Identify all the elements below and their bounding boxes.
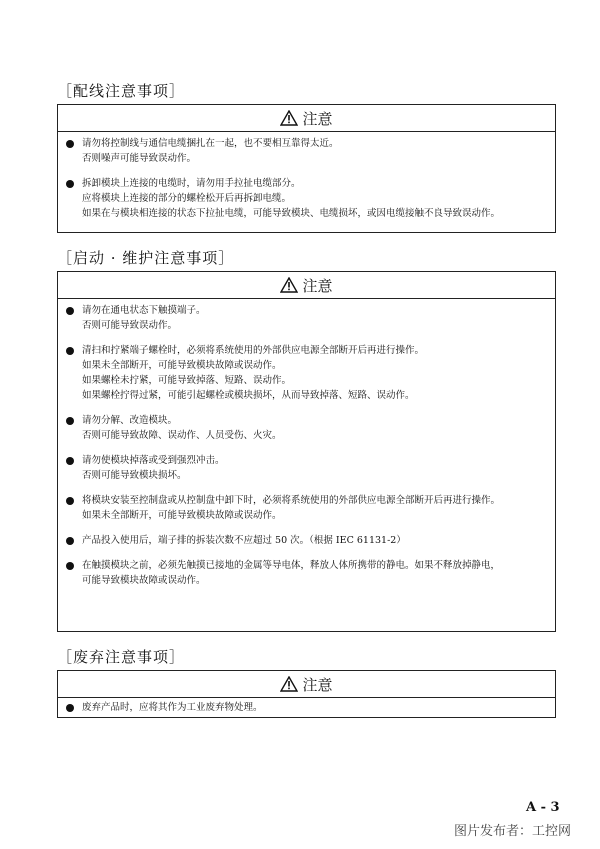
item-text: 请勿使模块掉落或受到强烈冲击。 xyxy=(82,455,225,466)
item-text: 产品投入使用后，端子排的拆装次数不应超过 50 次。（根据 IEC 61131-2） xyxy=(82,535,406,546)
item-text: 废弃产品时，应将其作为工业废弃物处理。 xyxy=(82,702,263,713)
item-text: 在触摸模块之前，必须先触摸已接地的金属等导电体，释放人体所携带的静电。如果不释放掉静电， xyxy=(82,560,501,571)
item-text: 否则可能导致故障、误动作、人员受伤、火灾。 xyxy=(82,430,282,441)
item-text: 如果螺栓拧得过紧，可能引起螺栓或模块损坏，从而导致掉落、短路、误动作。 xyxy=(82,390,415,401)
list-item xyxy=(66,558,549,588)
list-item xyxy=(66,413,549,443)
item-text: 否则噪声可能导致误动作。 xyxy=(82,153,197,164)
bullet-icon xyxy=(66,562,74,570)
caution-box-startup-maintenance xyxy=(57,271,556,632)
caution-box-disposal xyxy=(57,670,556,718)
list-item xyxy=(66,493,549,523)
item-text: 将模块安装至控制盘或从控制盘中卸下时，必须将系统使用的外部供应电源全部断开后再进行操作。 xyxy=(82,495,501,506)
list-item xyxy=(66,303,549,333)
bullet-icon xyxy=(66,417,74,425)
item-text: 清扫和拧紧端子螺栓时，必须将系统使用的外部供应电源全部断开后再进行操作。 xyxy=(82,345,425,356)
caution-header xyxy=(58,105,555,132)
section-title-disposal: ［废弃注意事项］ xyxy=(57,648,186,666)
section-title-startup-maintenance: ［启动 · 维护注意事项］ xyxy=(57,249,235,267)
caution-header xyxy=(58,671,555,698)
caution-header-label: 注意 xyxy=(302,675,333,694)
item-text: 请勿在通电状态下触摸端子。 xyxy=(82,305,206,316)
bullet-icon xyxy=(66,180,74,188)
bullet-icon xyxy=(66,347,74,355)
bullet-icon xyxy=(66,140,74,148)
list-item xyxy=(66,343,549,403)
caution-header xyxy=(58,272,555,299)
warning-triangle-icon xyxy=(280,277,298,293)
bullet-icon xyxy=(66,704,74,712)
list-item xyxy=(66,453,549,483)
item-text: 否则可能导致模块损坏。 xyxy=(82,470,187,481)
warning-triangle-icon xyxy=(280,676,298,692)
item-text: 否则可能导致误动作。 xyxy=(82,320,178,331)
watermark: 图片发布者：工控网 xyxy=(454,824,572,839)
bullet-icon xyxy=(66,537,74,545)
bullet-icon xyxy=(66,497,74,505)
item-text: 可能导致模块故障或误动作。 xyxy=(82,575,206,586)
item-text: 如果在与模块相连接的状态下拉扯电缆，可能导致模块、电缆损坏，或因电缆接触不良导致误动作。 xyxy=(82,208,501,219)
caution-box-wiring xyxy=(57,104,556,233)
list-item xyxy=(66,136,549,166)
item-text: 如果未全部断开，可能导致模块故障或误动作。 xyxy=(82,360,282,371)
caution-header-label: 注意 xyxy=(302,109,333,128)
list-item xyxy=(66,700,549,715)
section-title-wiring: ［配线注意事项］ xyxy=(57,82,186,100)
list-item xyxy=(66,176,549,221)
page-number: A - 3 xyxy=(526,800,560,815)
item-text: 应将模块上连接的部分的螺栓松开后再拆卸电缆。 xyxy=(82,193,292,204)
bullet-icon xyxy=(66,457,74,465)
list-item xyxy=(66,533,549,548)
item-text: 如果未全部断开，可能导致模块故障或误动作。 xyxy=(82,510,282,521)
caution-header-label: 注意 xyxy=(302,276,333,295)
item-text: 请勿将控制线与通信电缆捆扎在一起，也不要相互靠得太近。 xyxy=(82,138,339,149)
item-text: 拆卸模块上连接的电缆时，请勿用手拉扯电缆部分。 xyxy=(82,178,301,189)
item-text: 请勿分解、改造模块。 xyxy=(82,415,178,426)
warning-triangle-icon xyxy=(280,110,298,126)
item-text: 如果螺栓未拧紧，可能导致掉落、短路、误动作。 xyxy=(82,375,292,386)
bullet-icon xyxy=(66,307,74,315)
